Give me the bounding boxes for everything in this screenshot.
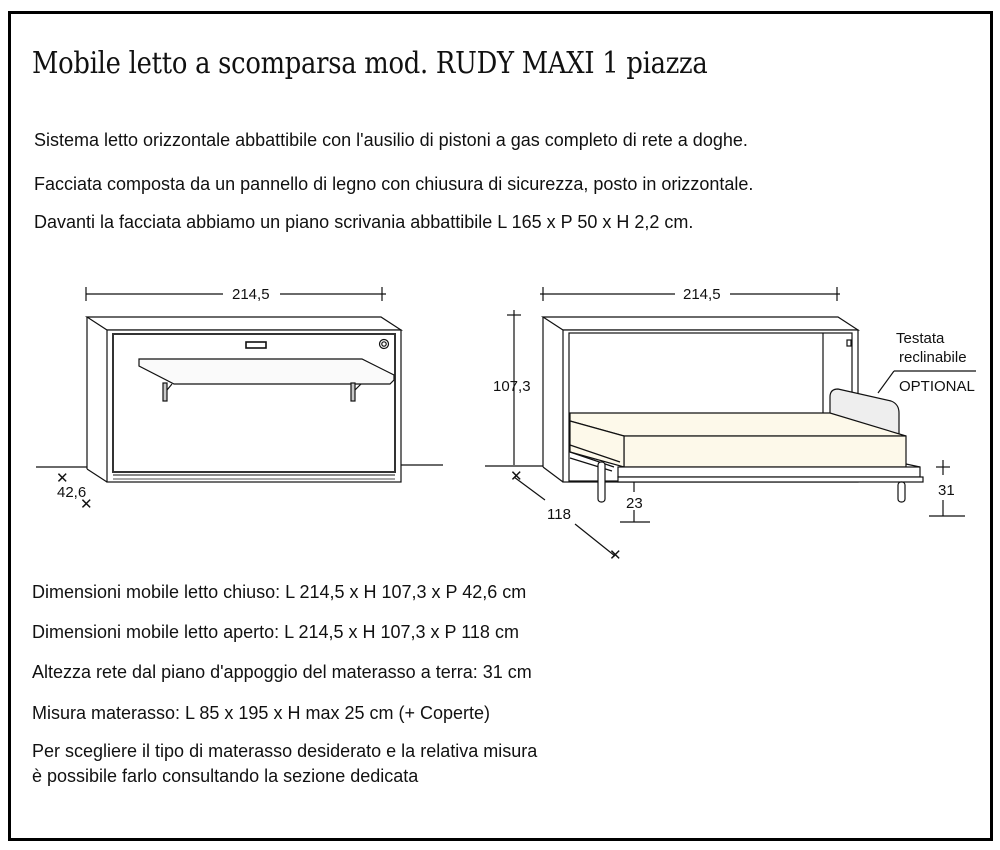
spec-closed-dimensions: Dimensioni mobile letto chiuso: L 214,5 x H 107,3 x P 42,6 cm bbox=[32, 582, 527, 602]
page-title: Mobile letto a scomparsa mod. RUDY MAXI 1 piazza bbox=[32, 46, 708, 81]
intro-line-2: Facciata composta da un pannello di legno con chiusura di sicurezza, posto in orizzontale. bbox=[34, 174, 754, 194]
closed-depth-label: 42,6 bbox=[57, 484, 87, 501]
closed-bed-drawing bbox=[36, 287, 443, 513]
svg-text:✕: ✕ bbox=[56, 470, 69, 487]
headboard-note-line-2: reclinabile bbox=[899, 349, 967, 366]
note-line-2: è possibile farlo consultando la sezione dedicata bbox=[32, 766, 419, 786]
intro-line-1: Sistema letto orizzontale abbattibile con l'ausilio di pistoni a gas completo di rete a doghe. bbox=[34, 130, 748, 150]
note-line-1: Per scegliere il tipo di materasso desiderato e la relativa misura bbox=[32, 741, 538, 761]
intro-line-3: Davanti la facciata abbiamo un piano scrivania abbattibile L 165 x P 50 x H 2,2 cm. bbox=[34, 212, 694, 232]
open-height-label: 107,3 bbox=[493, 378, 531, 395]
open-width-label: 214,5 bbox=[683, 286, 721, 303]
svg-text:✕: ✕ bbox=[510, 468, 523, 485]
headboard-note-optional: OPTIONAL bbox=[899, 378, 975, 395]
svg-text:✕: ✕ bbox=[80, 496, 93, 513]
net-height-label: 31 bbox=[938, 482, 955, 499]
leg-height-label: 23 bbox=[626, 495, 643, 512]
spec-net-height: Altezza rete dal piano d'appoggio del materasso a terra: 31 cm bbox=[32, 662, 532, 682]
headboard-note-line-1: Testata bbox=[896, 330, 945, 347]
open-depth-label: 118 bbox=[547, 506, 571, 523]
spec-open-dimensions: Dimensioni mobile letto aperto: L 214,5 x H 107,3 x P 118 cm bbox=[32, 622, 519, 642]
closed-width-label: 214,5 bbox=[232, 286, 270, 303]
svg-text:✕: ✕ bbox=[609, 547, 622, 564]
spec-mattress-size: Misura materasso: L 85 x 195 x H max 25 cm (+ Coperte) bbox=[32, 703, 491, 723]
